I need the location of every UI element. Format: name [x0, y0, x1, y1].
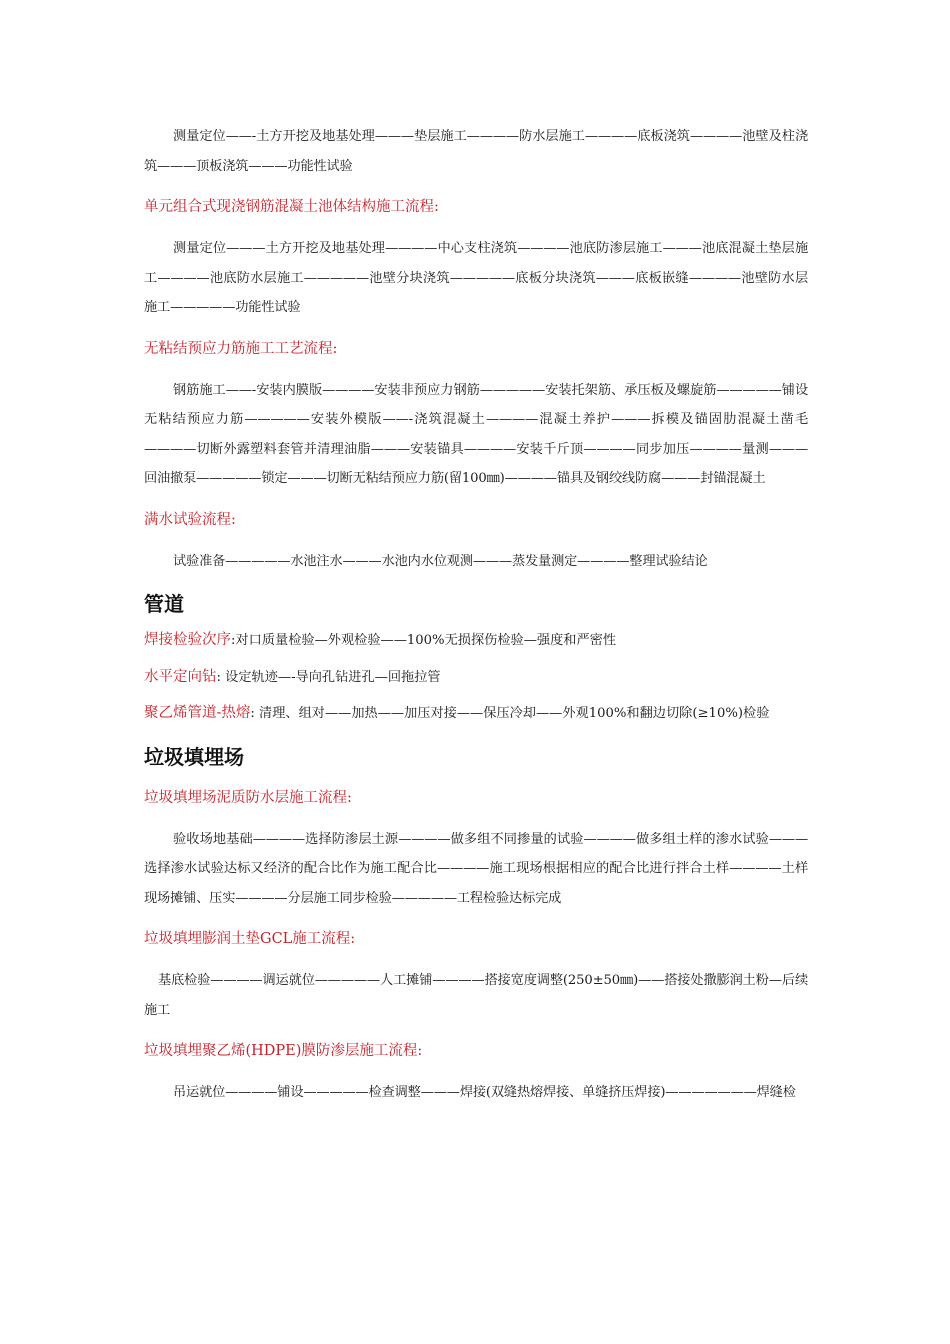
pe-hot-melt-line [144, 699, 808, 729]
welding-inspection-line [144, 626, 808, 656]
inline-label: 聚乙烯管道-热熔 [144, 705, 251, 721]
inline-label: 水平定向钻 [144, 668, 217, 685]
process-step-paragraph: 吊运就位————铺设—————检查调整———焊接(双缝热熔焊接、单缝挤压焊接)———————焊缝检 [173, 1085, 796, 1100]
process-step-paragraph: 验收场地基础————选择防渗层土源————做多组不同掺量的试验————做多组土样的渗水试验———选择渗水试验达标又经济的配合比作为施工配合比————施工现场根据相应的配合比进行拌合土样————土样现场摊铺、压实————分层施工同步检验—————工程检验达标完成 [144, 831, 808, 906]
inline-label: 焊接检验次序 [144, 632, 231, 648]
subheading-unit-pool-process: 单元组合式现浇钢筋混凝土池体结构施工流程: [144, 199, 439, 215]
subheading-gcl: 垃圾填埋膨润土垫GCL施工流程: [144, 931, 356, 947]
process-step-paragraph: 试验准备—————水池注水———水池内水位观测———蒸发量测定————整理试验结论 [173, 553, 708, 569]
section-heading-pipeline: 管道 [144, 592, 184, 616]
subheading-prestress-process: 无粘结预应力筋施工工艺流程: [144, 340, 338, 357]
subheading-clay-liner: 垃圾填埋场泥质防水层施工流程: [144, 789, 352, 806]
directional-drilling-line [144, 663, 808, 693]
process-step-paragraph: 基底检验————调运就位—————人工摊铺————搭接宽度调整(250±50㎜)——搭接处撒膨润土粉—后续施工 [144, 973, 808, 1018]
subheading-water-test: 满水试验流程: [144, 511, 236, 528]
document-page [144, 122, 808, 1108]
process-step-paragraph: 测量定位———土方开挖及地基处理————中心支柱浇筑————池底防渗层施工———池底混凝土垫层施工————池底防水层施工—————池壁分块浇筑—————底板分块浇筑———底板嵌缝————池壁防水层施工—————功能性试验 [144, 241, 808, 315]
inline-text: :对口质量检验—外观检验——100%无损探伤检验—强度和严密性 [231, 633, 617, 648]
inline-text: : 设定轨迹—-导向孔钻进孔—回拖拉管 [216, 669, 441, 685]
inline-text: : 清理、组对——加热——加压对接——保压冷却——外观100%和翻边切除(≥10%)检验 [250, 706, 770, 721]
process-step-paragraph: 测量定位——-土方开挖及地基处理———垫层施工————防水层施工————底板浇筑————池壁及柱浇筑———顶板浇筑———功能性试验 [144, 129, 808, 174]
section-heading-landfill: 垃圾填埋场 [144, 744, 244, 769]
subheading-hdpe: 垃圾填埋聚乙烯(HDPE)膜防渗层施工流程: [144, 1043, 423, 1059]
process-step-paragraph: 钢筋施工——-安装内膜版————安装非预应力钢筋—————安装托架筋、承压板及螺旋筋—————铺设无粘结预应力筋—————安装外模版——-浇筑混凝土————混凝土养护———拆模及锚固肋混凝土凿毛————切断外露塑料套管并清理油脂———安装锚具————安装千斤顶————同步加压————量测———回油撤泵—————锁定———切断无粘结预应力筋(留100㎜)————锚具及钢绞线防腐———封锚混凝土 [144, 382, 808, 486]
